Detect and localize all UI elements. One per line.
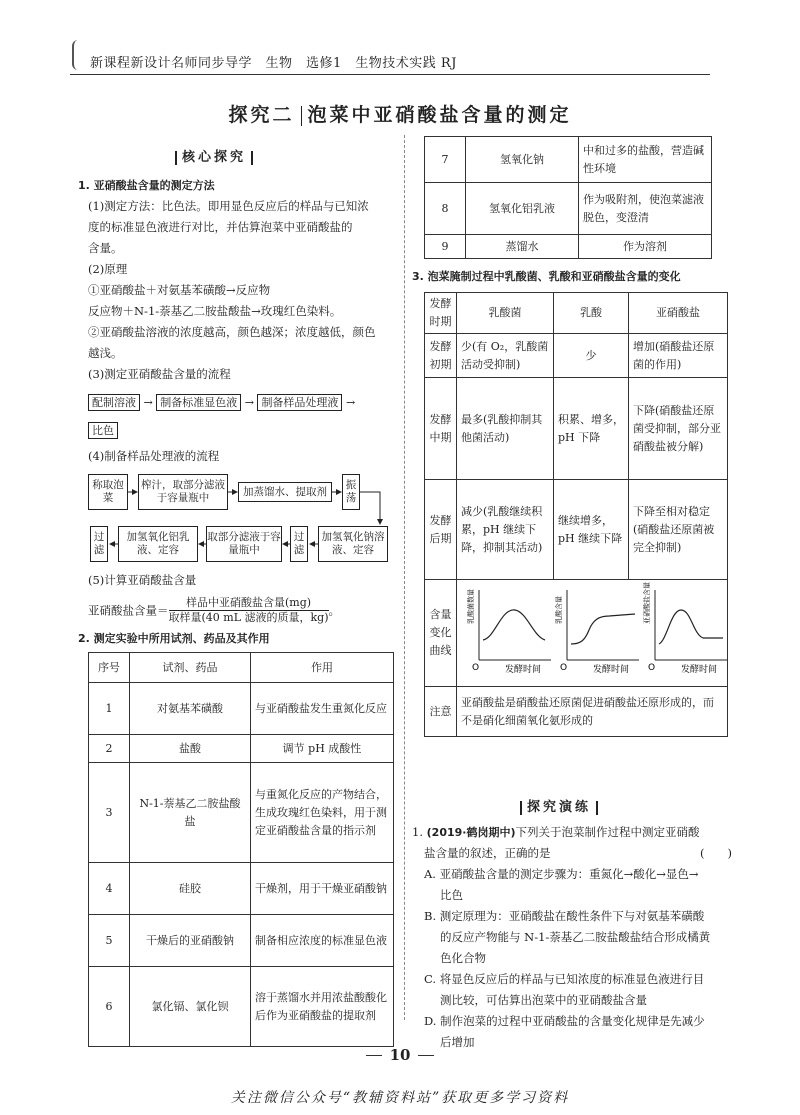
- flow-box-g: 取部分滤液于容量瓶中: [206, 526, 282, 562]
- table-header: 作用: [251, 653, 394, 683]
- flow-box-e: 加氢氧化铝乳液、定容: [118, 526, 198, 562]
- flow-step: 配制溶液: [88, 394, 140, 411]
- paragraph-calc: (5)计算亚硝酸盐含量: [88, 573, 197, 587]
- page-title: [0, 100, 800, 127]
- svg-text:乳酸菌数量: 乳酸菌数量: [467, 589, 475, 624]
- svg-text:乳酸含量: 乳酸含量: [555, 596, 563, 624]
- reagent-table: 序号 试剂、药品 作用 1 对氨基苯磺酸 与亚硝酸盐发生重氮化反应 2 盐酸 调节 pH 成酸性 3 N-1-萘基乙二胺盐酸盐 与重氮化反应的产物结合，生成玫瑰红色染料，用于测定亚硝酸盐含量的指示剂 4 硅胶 干燥剂，用于干燥亚硝酸钠 5 干燥后的亚硝酸钠 制备相应浓度的标准显色液 6 氯化镉、氯化钡 溶于蒸馏水并用浓盐酸酸化后作为亚硝酸盐的提取剂: [88, 652, 394, 1047]
- formula: 亚硝酸盐含量＝ $\frac{\text{样品中亚硝酸盐含量(mg)}}{\text{取样量(40 mL 滤液的质量，kg)}}$ 。: [88, 596, 341, 624]
- running-header: 新课程新设计名师同步导学 生物 选修1 生物技术实践 RJ: [90, 56, 457, 71]
- flow-box-d: 振荡: [342, 474, 360, 510]
- curve-nitrite: [642, 582, 727, 675]
- heading-3: 3. 泡菜腌制过程中乳酸菌、乳酸和亚硝酸盐含量的变化: [412, 270, 681, 283]
- column-divider: [404, 135, 405, 1020]
- header-rule: [70, 74, 710, 75]
- header-bracket: [72, 40, 84, 70]
- page-number-rule-right: [418, 1055, 434, 1056]
- section-heading-practice: 探究演练: [515, 796, 603, 815]
- footer-promo: 关注微信公众号“教辅资料站”获取更多学习资料: [230, 1090, 570, 1106]
- table-header: 试剂、药品: [130, 653, 251, 683]
- flow-measure: 配制溶液 → 制备标准显色液 → 制备样品处理液 →: [88, 394, 355, 411]
- paragraph-sample-flow: (4)制备样品处理液的流程: [88, 449, 220, 463]
- flow-arrows: [80, 470, 400, 570]
- question-1: 1. (2019·鹤岗期中)下列关于泡菜制作过程中测定亚硝酸 盐含量的叙述，正确的是 ( ) A. 亚硝酸盐含量的测定步骤为：重氮化→酸化→显色→ 比色 B. 测定原理为：亚硝酸盐在酸性条件下与对氨基苯磺酸 的反应产物能与 N-1-萘基乙二胺盐酸盐结合形成橘黄 色化合物 C. 将显色反应后的样品与已知浓度的标准显色液进行目 测比较，可估算出泡菜中的亚硝酸盐含量 D. 制作泡菜的过程中亚硝酸盐的含量变化规律是先减少 后增加: [412, 822, 732, 1053]
- flow-step: 制备标准显色液: [156, 394, 241, 411]
- page-number: 10: [389, 1046, 411, 1064]
- paragraph-method: (1)测定方法：比色法。即用显色反应后的样品与已知浓 度的标准显色液进行对比，并估算泡菜中亚硝酸盐的 含量。 (2)原理 ①亚硝酸盐＋对氨基苯磺酸→反应物 反应物＋N-1-萘基乙二胺盐酸盐→玫瑰红色染料。 ②亚硝酸盐溶液的浓度越高，颜色越深；浓度越低，颜色 越浅。 (3)测定亚硝酸盐含量的流程: [88, 199, 376, 381]
- flow-step: 比色: [88, 422, 118, 439]
- flow-box-i: 加氢氧化钠溶液、定容: [318, 526, 388, 562]
- reagent-table-cont: 7 氢氧化钠 中和过多的盐酸，营造碱性环境 8 氢氧化铝乳液 作为吸附剂，使泡菜滤液脱色，变澄清 9 蒸馏水 作为溶剂: [424, 136, 712, 259]
- flow-box-a: 称取泡菜: [88, 474, 128, 510]
- table-header: 序号: [89, 653, 130, 683]
- flow-box-h: 过滤: [290, 526, 308, 562]
- svg-text:发酵时间: 发酵时间: [681, 665, 718, 675]
- flow-box-c: 加蒸馏水、提取剂: [238, 482, 332, 502]
- flow-box-b: 榨汁，取部分滤液于容量瓶中: [138, 474, 228, 510]
- section-heading-core: 核心探究: [170, 146, 258, 165]
- svg-text:发酵时间: 发酵时间: [593, 665, 630, 675]
- curve-acid: [554, 590, 639, 675]
- curve-bacteria: [466, 589, 551, 675]
- curve-label: 含量变化曲线: [425, 580, 457, 687]
- fermentation-table: 发酵时期 乳酸菌 乳酸 亚硝酸盐 发酵初期 少(有 O₂，乳酸菌活动受抑制) 少 增加(硝酸盐还原菌的作用) 发酵中期 最多(乳酸抑制其他菌活动) 积累、增多，pH 下降 下降(硝酸盐还原菌受抑制，部分亚硝酸盐被分解) 发酵后期 减少(乳酸继续积累，pH 继续下降，抑制其活动) 继续增多，pH 继续下降 下降至相对稳定(硝酸盐还原菌被完全抑制) 含量变化曲线 O 发酵时间 乳酸菌数量 O 发酵时间 乳酸含量 O 发酵时间 亚硝酸盐含量 注意 亚硝酸盐是硝酸盐还原菌促进硝酸盐还原形成的，而不是硝化细菌氧化氨形成的: [424, 292, 728, 737]
- option-d[interactable]: D. 制作泡菜的过程中亚硝酸盐的含量变化规律是先减少 后增加: [424, 1014, 705, 1049]
- title-part2: 泡菜中亚硝酸盐含量的测定: [307, 104, 572, 126]
- note-text: 亚硝酸盐是硝酸盐还原菌促进硝酸盐还原形成的，而不是硝化细菌氧化氨形成的: [457, 687, 728, 737]
- flow-box-f: 过滤: [90, 526, 108, 562]
- option-a[interactable]: A. 亚硝酸盐含量的测定步骤为：重氮化→酸化→显色→ 比色: [424, 867, 699, 902]
- note-label: 注意: [425, 687, 457, 737]
- svg-text:O: O: [560, 663, 568, 673]
- curves: [457, 580, 727, 680]
- heading-2: 2. 测定实验中所用试剂、药品及其作用: [78, 632, 270, 645]
- option-b[interactable]: B. 测定原理为：亚硝酸盐在酸性条件下与对氨基苯磺酸 的反应产物能与 N-1-萘基乙二胺盐酸盐结合形成橘黄 色化合物: [424, 909, 711, 965]
- title-part1: 探究二: [228, 104, 295, 126]
- heading-1: 1. 亚硝酸盐含量的测定方法: [78, 179, 215, 192]
- svg-text:O: O: [472, 663, 480, 673]
- svg-text:O: O: [648, 663, 656, 673]
- flow-step: 制备样品处理液: [257, 394, 342, 411]
- option-c[interactable]: C. 将显色反应后的样品与已知浓度的标准显色液进行目 测比较，可估算出泡菜中的亚硝酸盐含量: [424, 972, 705, 1007]
- flow-measure-last: [88, 422, 118, 439]
- svg-text:发酵时间: 发酵时间: [505, 665, 542, 675]
- svg-text:亚硝酸盐含量: 亚硝酸盐含量: [643, 582, 651, 624]
